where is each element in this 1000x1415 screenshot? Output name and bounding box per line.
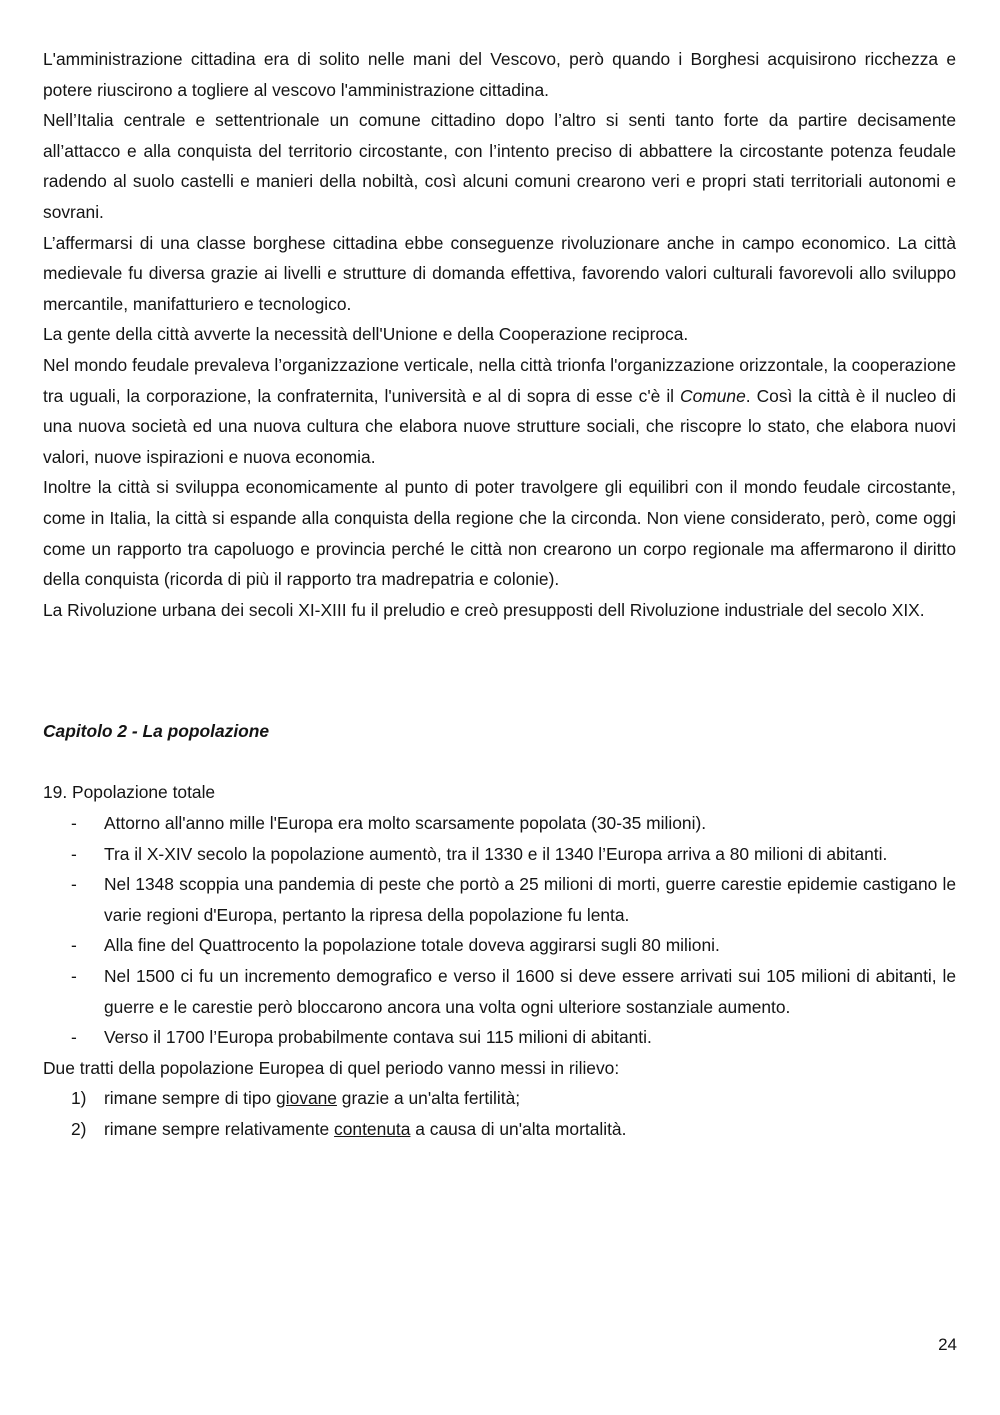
dash-bullet: - bbox=[71, 935, 77, 956]
page-number: 24 bbox=[938, 1335, 957, 1354]
list-item bbox=[43, 930, 956, 961]
dash-bullet: - bbox=[71, 843, 77, 864]
trait-text-tail: grazie a un'alta fertilità; bbox=[336, 1088, 521, 1109]
paragraph-organizzazione-text: Nel mondo feudale prevaleva l’organizzazione verticale, nella città trionfa l'organizzazione orizzontale, la cooperazione tra uguali, la corporazione, la confraternita, l'università e al di sopra di esse c'è il bbox=[43, 354, 956, 406]
chapter-heading: Capitolo 2 - La popolazione bbox=[43, 721, 270, 742]
number-marker: 1) bbox=[71, 1088, 87, 1109]
population-bullet-list bbox=[43, 808, 956, 1053]
paragraph-organizzazione bbox=[43, 350, 956, 472]
number-marker: 2) bbox=[71, 1119, 87, 1139]
list-item-text: Nel 1348 scoppia una pandemia di peste che portò a 25 milioni di morti, guerre carestie epidemie castigano le varie regioni d'Europa, pertanto la ripresa della popolazione fu lenta. bbox=[104, 874, 956, 925]
list-item bbox=[43, 839, 956, 870]
paragraph-classe-borghese: L’affermarsi di una classe borghese cittadina ebbe conseguenze rivoluzionare anche in campo economico. La città medievale fu diversa grazie ai livelli e strutture di domanda effettiva, favorendo valori culturali favorevoli allo sviluppo mercantile, manifatturiero e tecnologico. bbox=[43, 232, 956, 314]
paragraph-sviluppo-economico: Inoltre la città si sviluppa economicamente al punto di poter travolgere gli equilibri con il mondo feudale circostante, come in Italia, la città si espande alla conquista della regione che la circonda. Non viene considerato, però, come oggi come un rapporto tra capoluogo e provincia perché le città non crearono un corpo regionale ma affermarono il diritto della conquista (ricorda di più il rapporto tra madrepatria e colonie). bbox=[43, 477, 956, 590]
underlined-term: giovane bbox=[276, 1088, 337, 1109]
trait-text: rimane sempre di tipo bbox=[104, 1088, 277, 1109]
underlined-term: contenuta bbox=[334, 1119, 411, 1139]
list-item bbox=[43, 869, 956, 930]
list-item-text: Alla fine del Quattrocento la popolazione totale doveva aggirarsi sugli 80 milioni. bbox=[104, 935, 720, 956]
paragraph-cooperazione: La gente della città avverte la necessità dell'Unione e della Cooperazione reciproca. bbox=[43, 324, 689, 345]
dash-bullet: - bbox=[71, 966, 77, 987]
list-item bbox=[43, 1022, 956, 1053]
dash-bullet: - bbox=[71, 813, 77, 834]
document-page bbox=[43, 44, 956, 1145]
numbered-item bbox=[43, 1114, 956, 1145]
list-item bbox=[43, 808, 956, 839]
dash-bullet: - bbox=[71, 874, 77, 895]
paragraph-amministrazione: L'amministrazione cittadina era di solito nelle mani del Vescovo, però quando i Borghesi acquisirono ricchezza e potere riuscirono a togliere al vescovo l'amministrazione cittadina. bbox=[43, 49, 956, 100]
paragraph-organizzazione-tail: . Così la città è il nucleo di una nuova società ed una nuova cultura che elabora nuove strutture sociali, che riscopre lo stato, che elabora nuovi valori, nuove ispirazioni e nuova economia. bbox=[43, 385, 956, 467]
dash-bullet: - bbox=[71, 1027, 77, 1048]
paragraph-comuni-italia: Nell’Italia centrale e settentrionale un comune cittadino dopo l’altro si senti tanto forte da partire decisamente all’attacco e alla conquista del territorio circostante, con l’intento preciso di abbattere la circostante potenza feudale radendo al suolo castelli e manieri della nobiltà, così alcuni comuni crearono veri e propri stati territoriali autonomi e sovrani. bbox=[43, 110, 956, 222]
traits-numbered-list bbox=[43, 1083, 956, 1144]
list-item-text: Nel 1500 ci fu un incremento demografico e verso il 1600 si deve essere arrivati sui 105 milioni di abitanti, le guerre e le carestie però bloccarono ancora una volta ogni ulteriore sostanziale aumento. bbox=[104, 966, 956, 1017]
list-item-text: Tra il X-XIV secolo la popolazione aumentò, tra il 1330 e il 1340 l’Europa arriva a 80 milioni di abitanti. bbox=[104, 843, 888, 864]
list-item bbox=[43, 961, 956, 1022]
list-item-text: Verso il 1700 l’Europa probabilmente contava sui 115 milioni di abitanti. bbox=[104, 1027, 652, 1048]
numbered-item bbox=[43, 1083, 956, 1114]
traits-intro: Due tratti della popolazione Europea di quel periodo vanno messi in rilievo: bbox=[43, 1057, 620, 1078]
trait-text: rimane sempre relativamente bbox=[104, 1119, 335, 1139]
trait-text-tail: a causa di un'alta mortalità. bbox=[410, 1119, 627, 1139]
section-title: 19. Popolazione totale bbox=[43, 782, 216, 803]
paragraph-rivoluzione-urbana: La Rivoluzione urbana dei secoli XI-XIII fu il preludio e creò presupposti dell Rivoluzione industriale del secolo XIX. bbox=[43, 599, 925, 620]
list-item-text: Attorno all'anno mille l'Europa era molto scarsamente popolata (30-35 milioni). bbox=[104, 813, 707, 834]
comune-emphasis: Comune bbox=[680, 385, 746, 406]
